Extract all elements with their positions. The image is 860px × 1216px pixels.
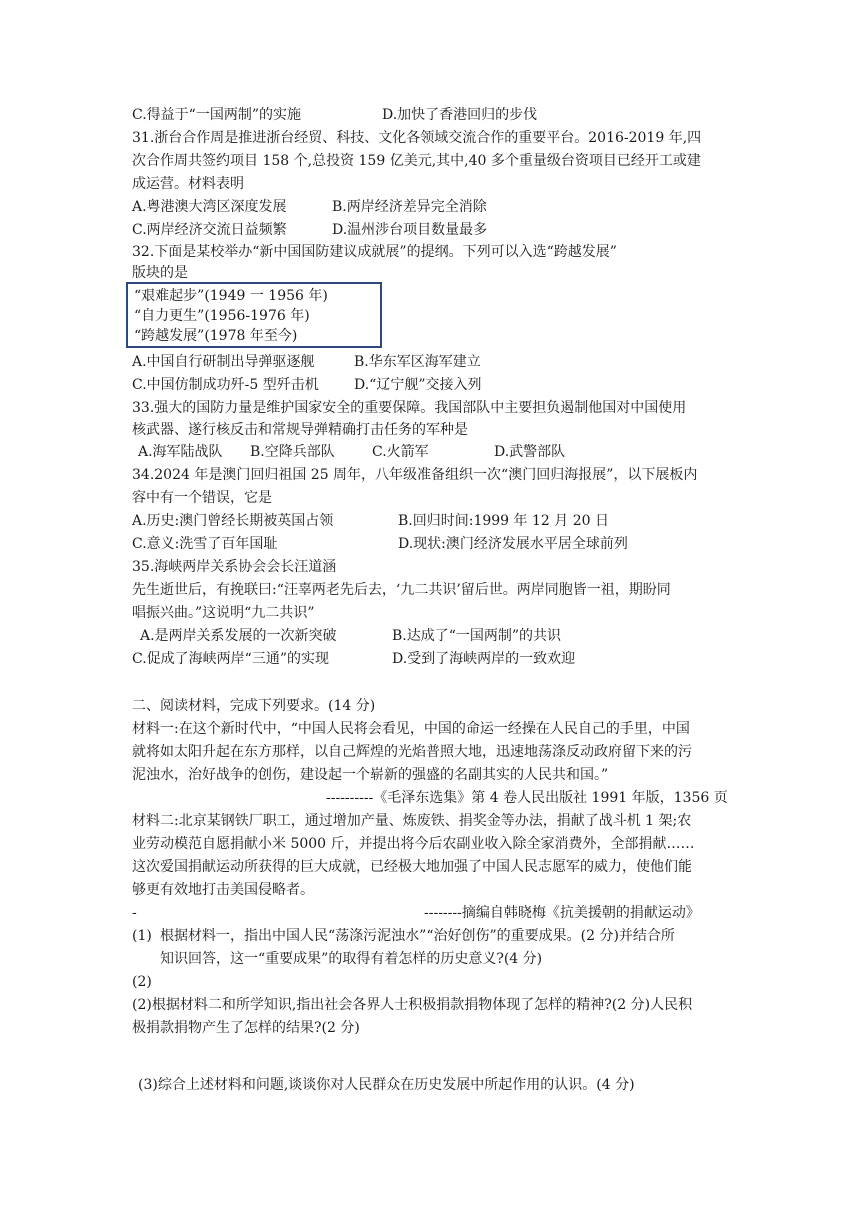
q31-option-d: D.温州涉台项目数量最多 (332, 222, 488, 238)
q33-option-b: B.空降兵部队 (250, 444, 335, 460)
part2-heading: 二、阅读材料，完成下列要求。(14 分) (132, 698, 376, 714)
q32-option-d: D.“辽宁舰”交接入列 (354, 377, 482, 393)
q31-option-a: A.粤港澳大湾区深度发展 (132, 199, 287, 215)
q31-option-b: B.两岸经济差异完全消除 (332, 199, 487, 215)
q35-option-a: A.是两岸关系发展的一次新突破 (140, 628, 337, 644)
material2-line3: 这次爱国捐献运动所获得的巨大成就，已经极大地加强了中国人民志愿军的威力，使他们能 (132, 859, 692, 875)
q34-stem-line2: 容中有一个错误，它是 (132, 490, 272, 506)
q32-option-b: B.华东军区海军建立 (354, 354, 481, 370)
q32-outline-item-2: “自力更生”(1956-1976 年) (134, 308, 310, 324)
material2-source: --------摘编自韩晓梅《抗美援朝的捐献运动》 (424, 905, 700, 921)
q33-stem-line1: 33.强大的国防力量是维护国家安全的重要保障。我国部队中主要担负遏制他国对中国使用 (132, 400, 687, 416)
material1-line2: 就将如太阳升起在东方那样，以自己辉煌的光焰普照大地，迅速地荡涤反动政府留下来的污 (132, 744, 692, 760)
q31-stem-line3: 成运营。材料表明 (132, 176, 244, 192)
question2-line2: 极捐款捐物产生了怎样的结果?(2 分) (132, 1020, 360, 1036)
q32-outline-item-3: “跨越发展”(1978 年至今) (134, 328, 298, 344)
q32-option-c: C.中国仿制成功歼-5 型歼击机 (132, 377, 319, 393)
q35-option-b: B.达成了“一国两制”的共识 (392, 628, 562, 644)
q33-option-c: C.火箭军 (372, 444, 429, 460)
q35-option-c: C.促成了海峡两岸“三通”的实现 (132, 651, 329, 667)
q34-stem-line1: 34.2024 年是澳门回归祖国 25 周年，八年级准备组织一次“澳门回归海报展”，以下展板内 (132, 467, 698, 483)
question1-number: (1) (132, 928, 152, 944)
material1-line3: 泥浊水，治好战争的创伤，建设起一个崭新的强盛的名副其实的人民共和国。” (132, 767, 609, 783)
q33-option-d: D.武警部队 (494, 444, 566, 460)
q31-stem-line1: 31.浙台合作周是推进浙台经贸、科技、文化各领域交流合作的重要平台。2016-2019 年,四 (132, 130, 702, 146)
q30-option-d: D.加快了香港回归的步伐 (382, 107, 538, 123)
q32-stem-line1: 32.下面是某校举办“新中国国防建议成就展”的提纲。下列可以入选“跨越发展” (132, 244, 617, 260)
q31-stem-line2: 次合作周共签约项目 158 个,总投资 159 亿美元,其中,40 多个重量级台资项目已经开工或建 (132, 153, 701, 169)
q34-option-d: D.现状:澳门经济发展水平居全球前列 (398, 536, 628, 552)
q33-option-a: A.海军陆战队 (138, 444, 223, 460)
q32-outline-box (126, 282, 382, 348)
question2-blank-number: (2) (132, 974, 152, 990)
q35-stem-line3: 唱振兴曲。”这说明“九二共识” (132, 605, 315, 621)
material2-line2: 业劳动模范自愿捐献小米 5000 斤，并提出将今后农副业收入除全家消费外，全部捐献…… (132, 836, 695, 852)
q34-option-b: B.回归时间:1999 年 12 月 20 日 (398, 513, 609, 529)
q34-option-a: A.历史:澳门曾经长期被英国占领 (132, 513, 334, 529)
q35-option-d: D.受到了海峡两岸的一致欢迎 (392, 651, 576, 667)
q33-stem-line2: 核武器、遂行核反击和常规导弹精确打击任务的军种是 (132, 422, 468, 438)
question3-line1: (3)综合上述材料和问题,谈谈你对人民群众在历史发展中所起作用的认识。(4 分) (138, 1077, 635, 1093)
q30-option-c: C.得益于“一国两制”的实施 (132, 107, 301, 123)
material2-line1: 材料二:北京某钢铁厂职工，通过增加产量、炼废铁、捐奖金等办法，捐献了战斗机 1 架;农 (132, 813, 692, 829)
question2-line1: (2)根据材料二和所学知识,指出社会各界人士积极捐款捐物体现了怎样的精神?(2 分)人民积 (132, 997, 693, 1013)
question1-line2: 知识回答，这一“重要成果”的取得有着怎样的历史意义?(4 分) (160, 951, 543, 967)
question1-line1: 根据材料一，指出中国人民“荡涤污泥浊水”“治好创伤”的重要成果。(2 分)并结合所 (160, 928, 675, 944)
q31-option-c: C.两岸经济交流日益频繁 (132, 222, 287, 238)
q35-stem-line2: 先生逝世后，有挽联曰:“汪辜两老先后去，‘九二共识’留后世。两岸同胞皆一祖，期盼同 (132, 582, 671, 598)
material2-dash: - (132, 905, 137, 921)
q32-stem-line2: 版块的是 (132, 265, 188, 281)
q35-stem-line1: 35.海峡两岸关系协会会长汪道涵 (132, 559, 337, 575)
q32-outline-item-1: “艰难起步”(1949 一 1956 年) (134, 288, 328, 304)
q32-option-a: A.中国自行研制出导弹驱逐舰 (132, 354, 315, 370)
material1-source: ----------《毛泽东选集》第 4 卷人民出版社 1991 年版，1356 页 (326, 790, 728, 806)
q34-option-c: C.意义:洗雪了百年国耻 (132, 536, 278, 552)
material1-line1: 材料一:在这个新时代中，“中国人民将会看见，中国的命运一经操在人民自己的手里，中国 (132, 721, 690, 737)
material2-line4: 够更有效地打击美国侵略者。 (132, 882, 314, 898)
